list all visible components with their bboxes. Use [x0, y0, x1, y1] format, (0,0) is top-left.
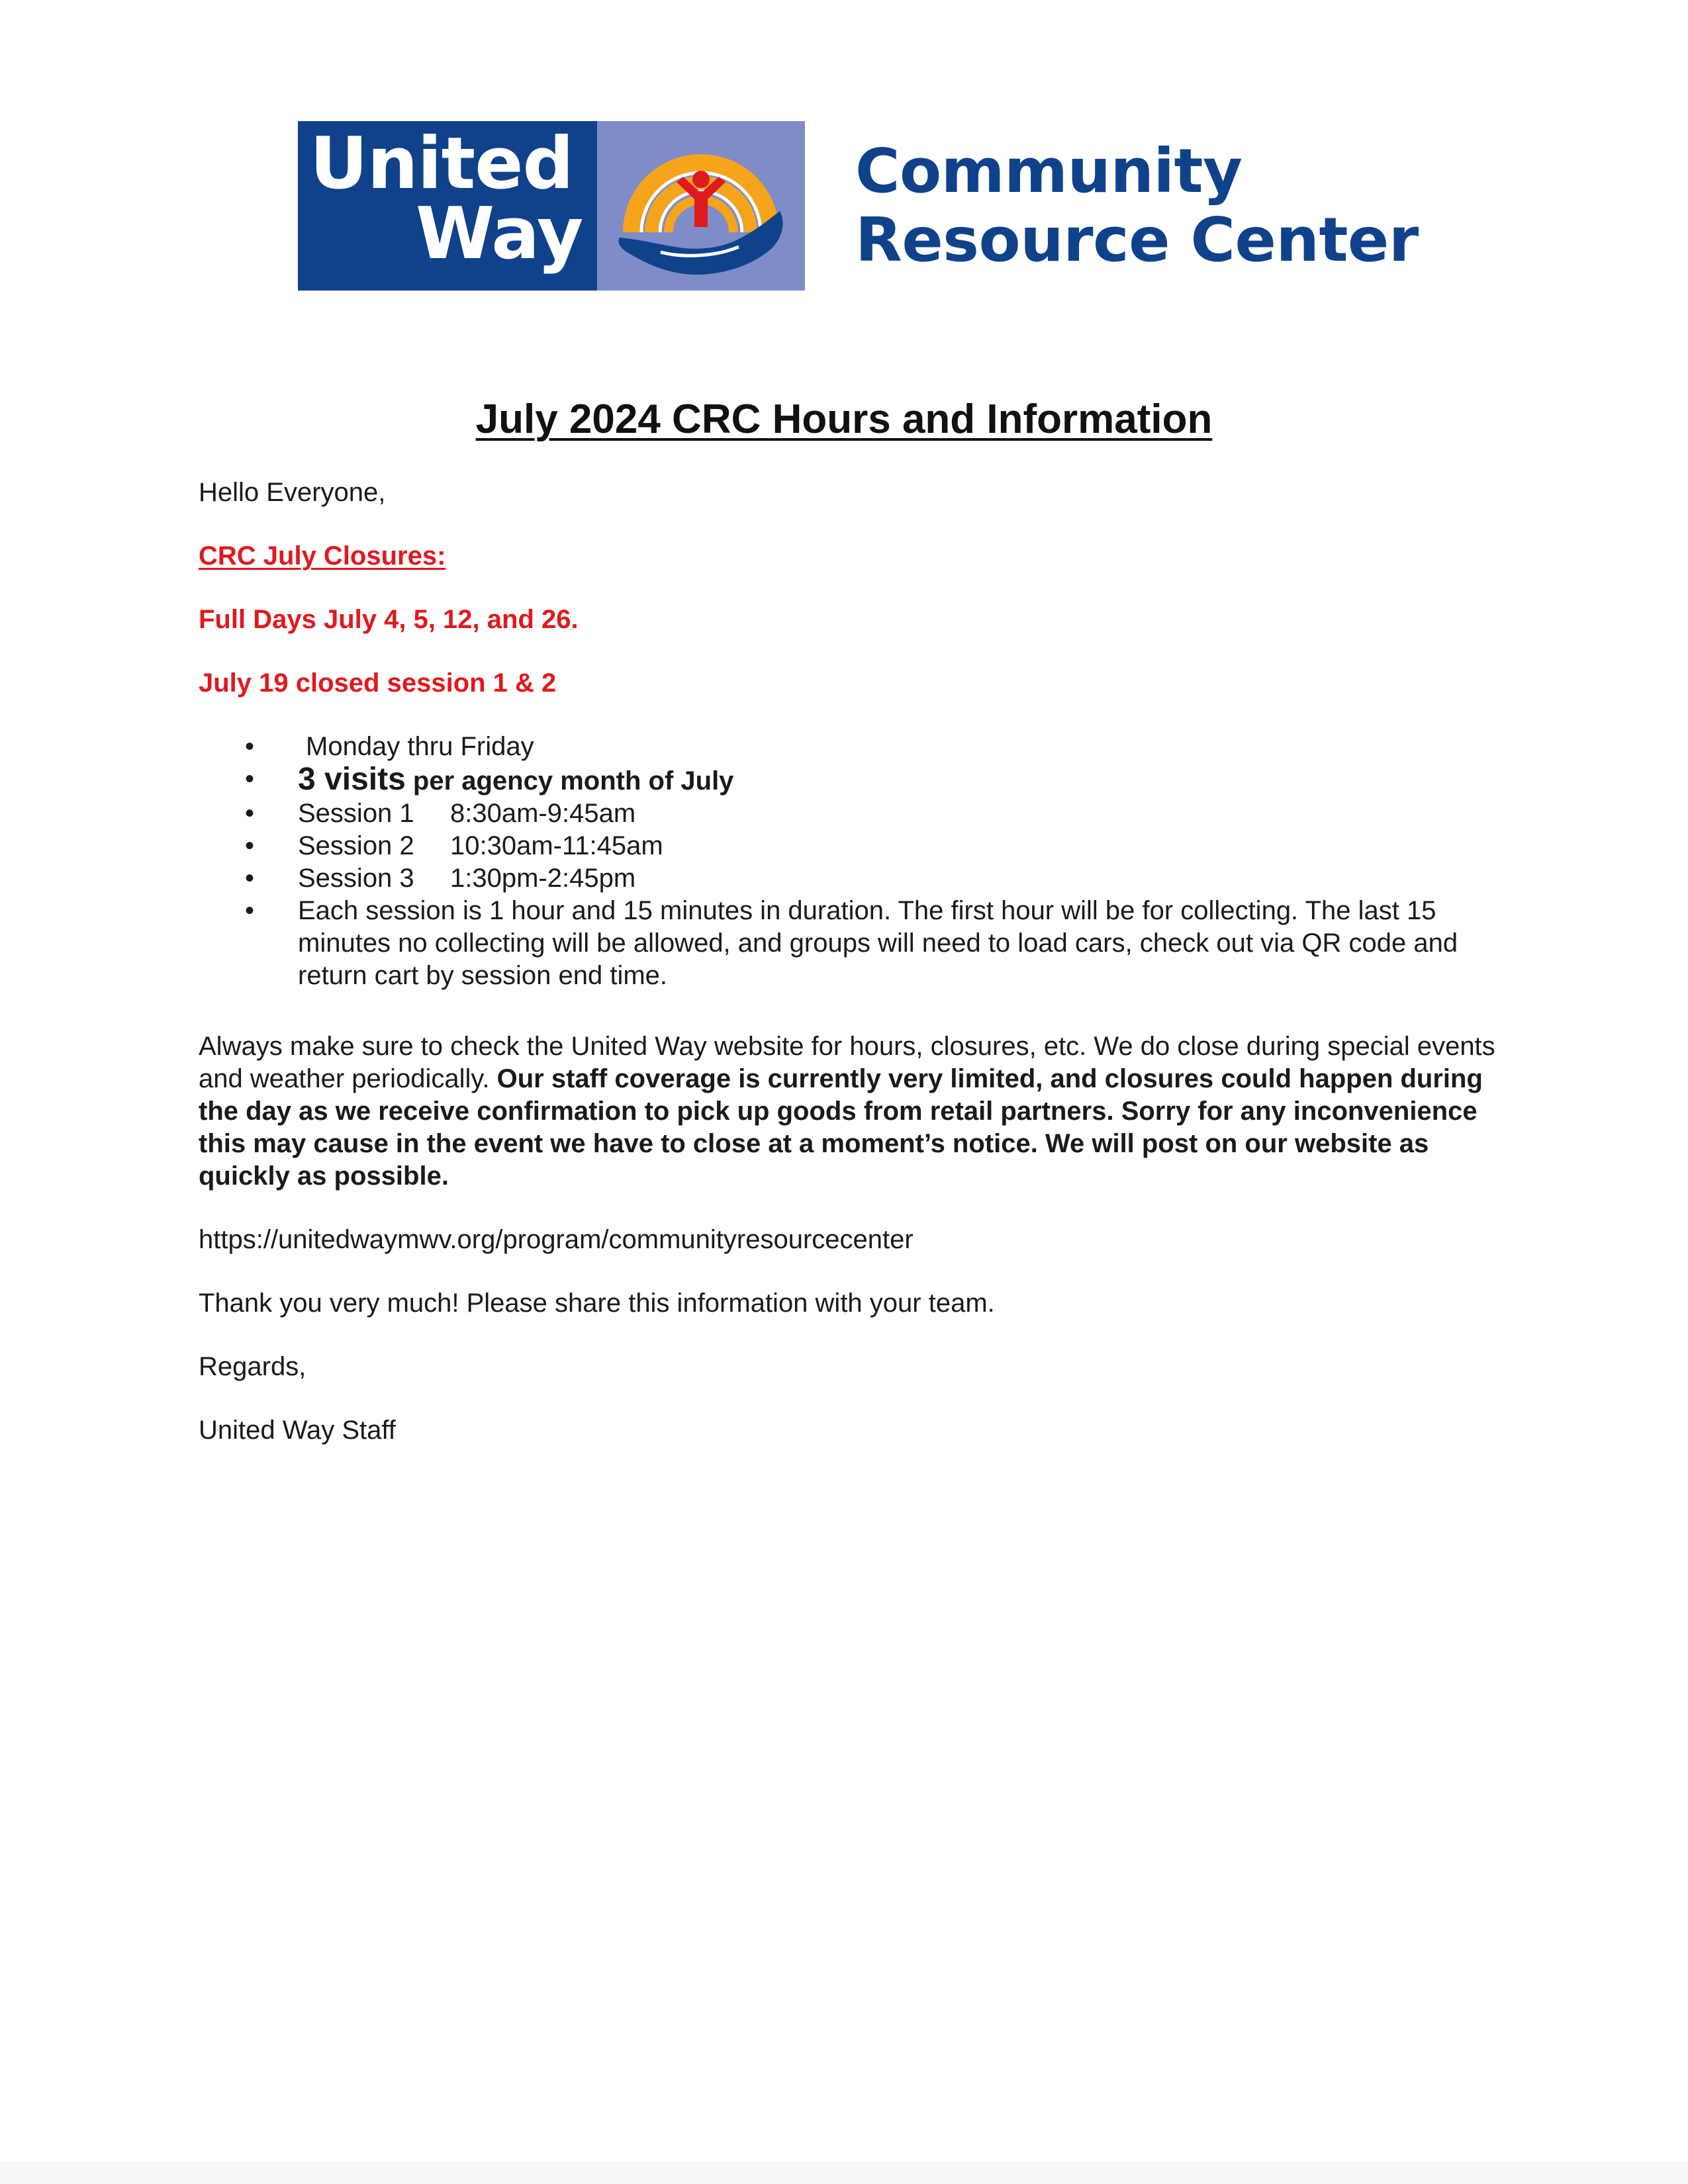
list-item	[199, 895, 1496, 992]
united-way-wordmark	[298, 121, 597, 291]
thanks-text: Thank you very much! Please share this information with your team.	[199, 1289, 995, 1318]
notice-bold-text: Our staff coverage is currently very limited, and closures could happen during the day as we receive confirmation to pick up goods from retail partners. Sorry for any inconvenience this may cause in the event we have to close at a moment’s notice. We will post on our website as quickly as possible.	[199, 1064, 1483, 1191]
logo-word-united: United	[310, 122, 573, 205]
notice-paragraph	[199, 1030, 1496, 1193]
community-resource-center-title	[855, 137, 1419, 275]
schedule-list	[199, 731, 1496, 992]
signature: United Way Staff	[199, 1416, 396, 1445]
notice-normal-text: Always make sure to check the United Way website for hours, closures, etc. We do close during special events and weather periodically.	[199, 1032, 1495, 1093]
session-time: 1:30pm-2:45pm	[450, 864, 636, 893]
session-time: 8:30am-9:45am	[450, 799, 636, 828]
hand-rainbow-person-icon	[597, 121, 805, 291]
session-duration-note: Each session is 1 hour and 15 minutes in duration. The first hour will be for collecting. The last 15 minutes no collecting will be allowed, and groups will need to load cars, check out via QR code and return cart by session end time.	[298, 896, 1458, 990]
days-open: Monday thru Friday	[306, 732, 534, 761]
logo-word-way: Way	[416, 193, 583, 275]
page-title: July 2024 CRC Hours and Information	[475, 396, 1213, 442]
website-link[interactable]: https://unitedwaymwv.org/program/communityresourcecenter	[199, 1225, 914, 1254]
session-time: 10:30am-11:45am	[450, 831, 663, 860]
closures-heading: CRC July Closures:	[199, 541, 446, 570]
list-item	[199, 731, 1496, 763]
united-way-emblem	[597, 121, 805, 291]
list-item	[199, 830, 1496, 862]
closures-partial: July 19 closed session 1 & 2	[199, 668, 557, 698]
closures-full-days: Full Days July 4, 5, 12, and 26.	[199, 605, 579, 634]
list-item	[199, 763, 1496, 797]
crc-title-line1: Community	[855, 136, 1243, 206]
crc-title-line2: Resource Center	[855, 205, 1419, 275]
visits-detail: per agency month of July	[405, 766, 734, 796]
session-label: Session 3	[298, 864, 414, 893]
header	[298, 121, 1419, 291]
session-label: Session 2	[298, 831, 414, 860]
page-bottom-strip	[0, 2161, 1688, 2184]
list-item	[199, 797, 1496, 830]
greeting: Hello Everyone,	[199, 478, 386, 507]
closing-text: Regards,	[199, 1352, 306, 1381]
document-body	[199, 477, 1496, 1478]
session-label: Session 1	[298, 799, 414, 828]
visits-count: 3 visits	[298, 762, 406, 797]
united-way-logo	[298, 121, 805, 291]
list-item	[199, 862, 1496, 895]
